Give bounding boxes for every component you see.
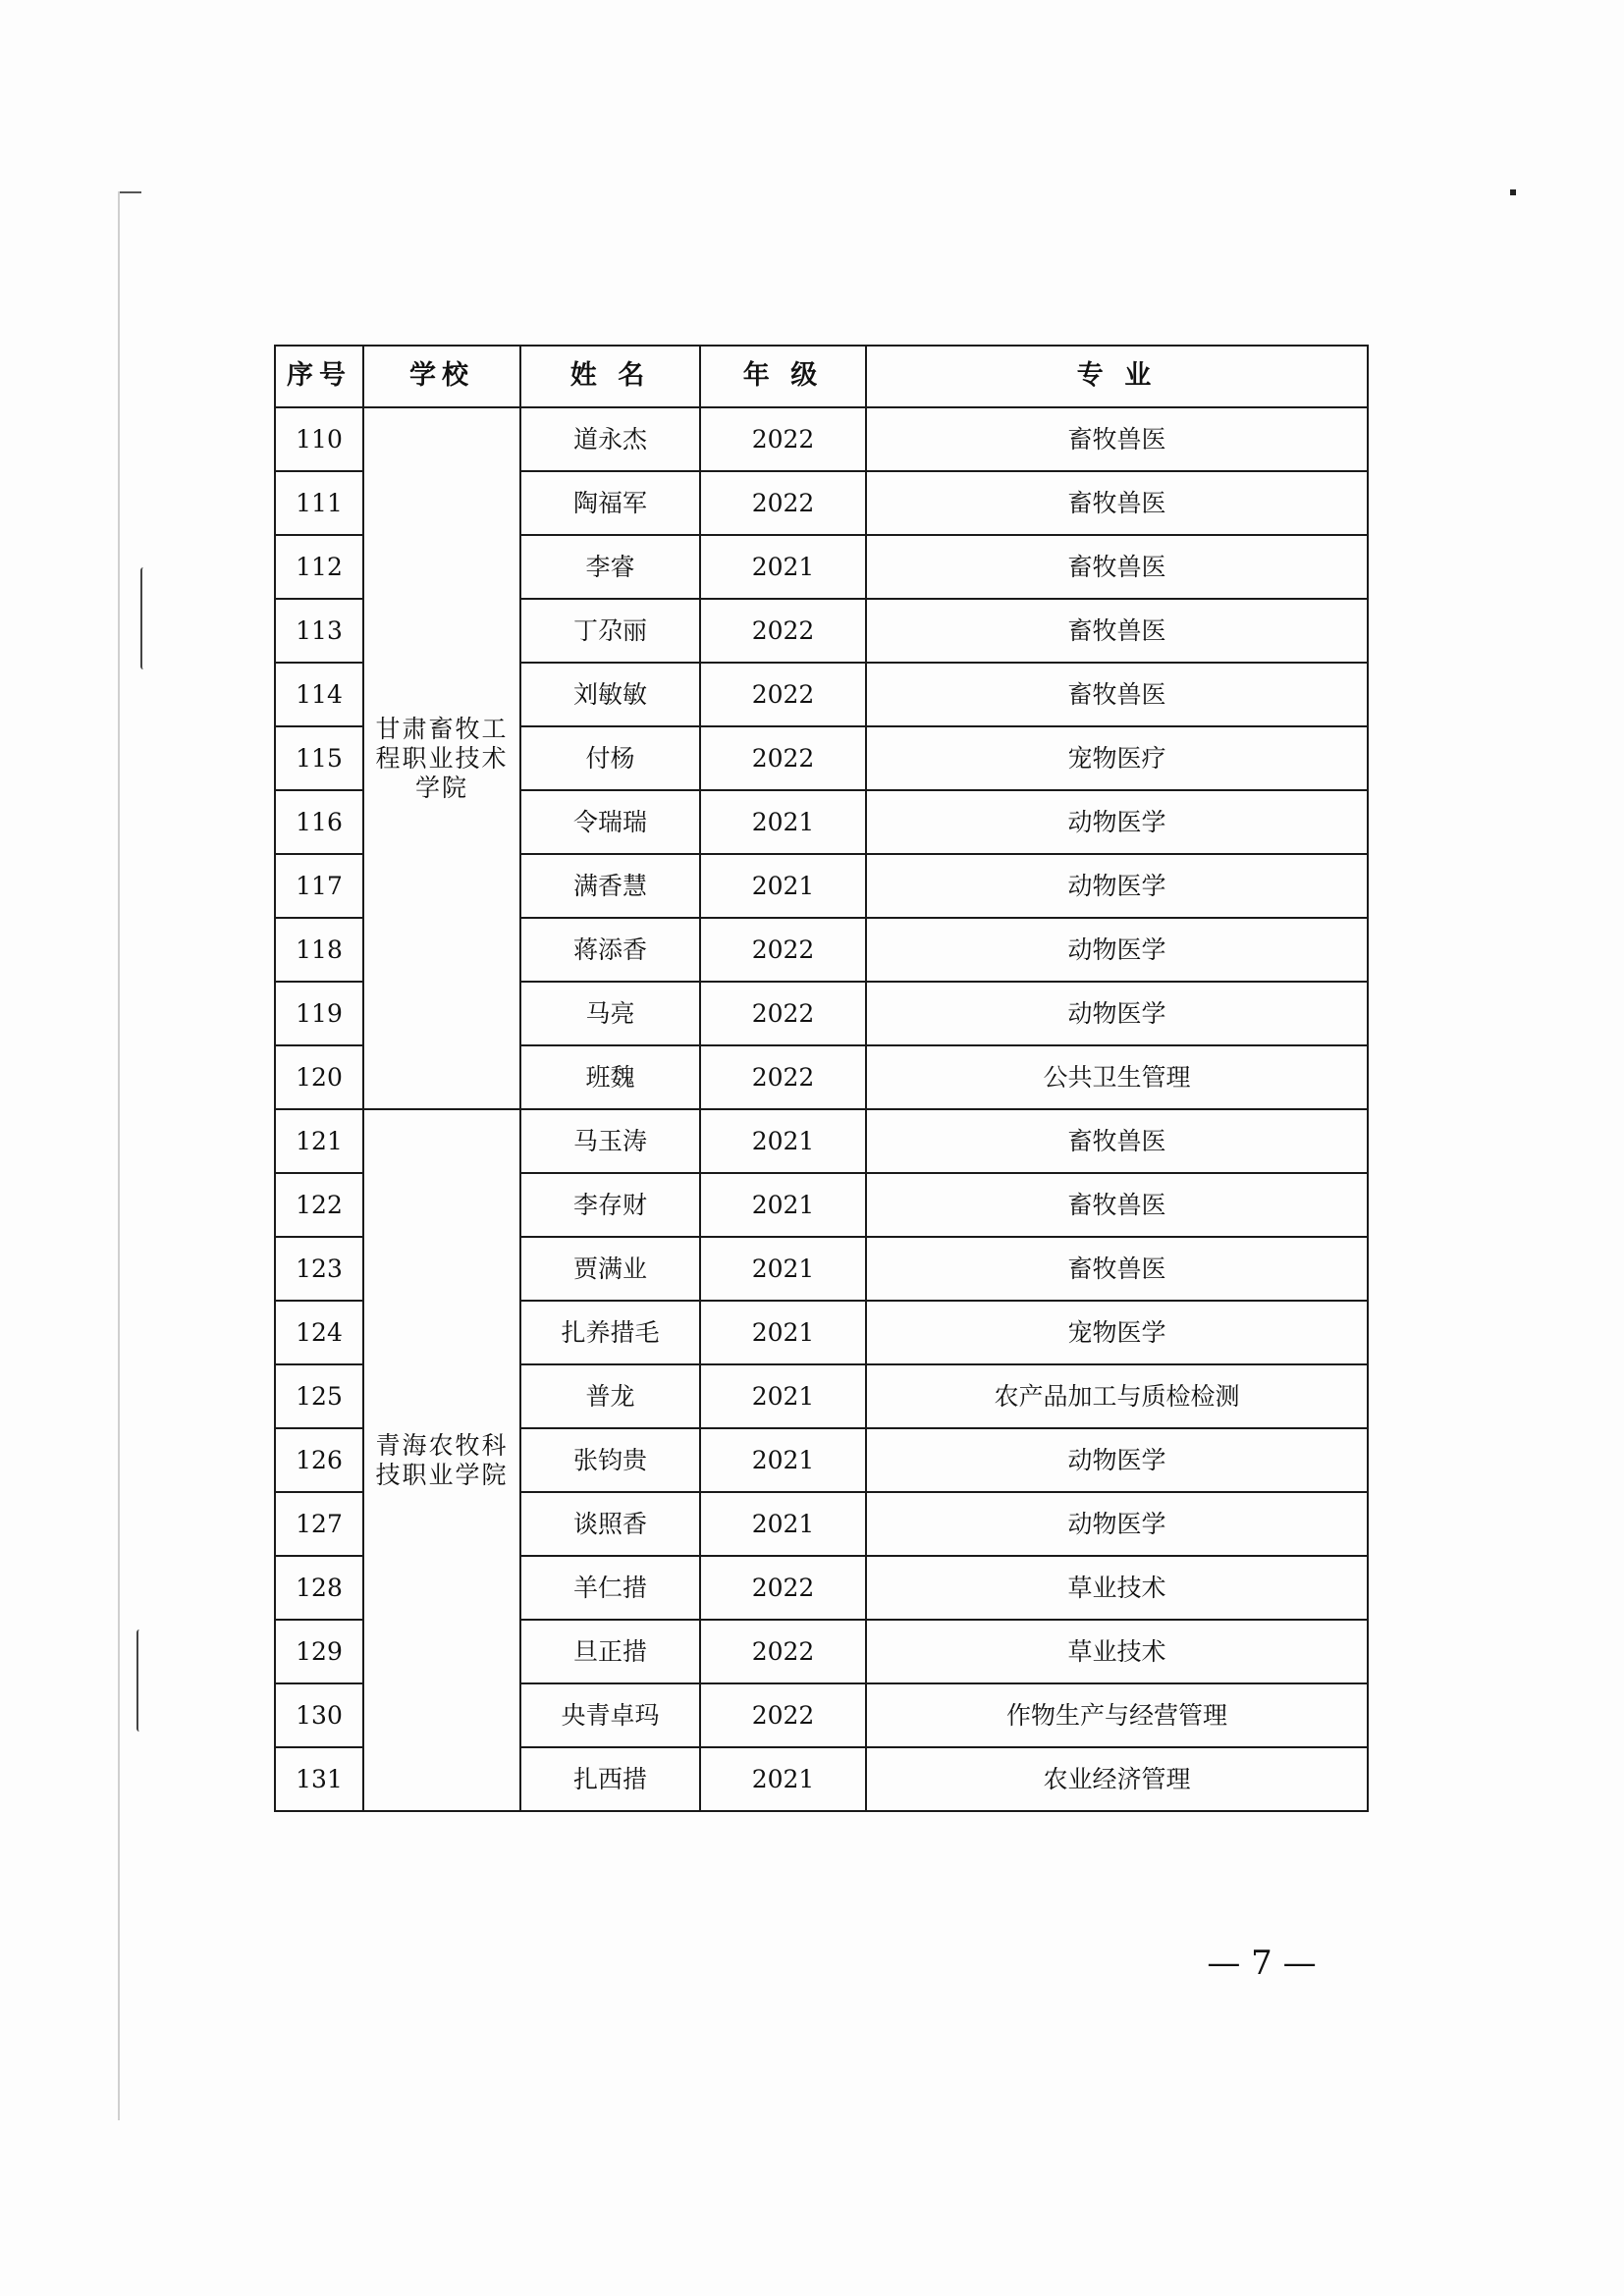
cell-major: 草业技术 (866, 1556, 1368, 1620)
cell-name: 李睿 (520, 535, 700, 599)
cell-name: 陶福军 (520, 471, 700, 535)
cell-major: 宠物医疗 (866, 726, 1368, 790)
cell-grade: 2021 (700, 535, 866, 599)
cell-seq: 118 (275, 918, 363, 982)
header-seq: 序号 (275, 346, 363, 407)
cell-grade: 2021 (700, 854, 866, 918)
page-number: — 7 — (1207, 1944, 1317, 1983)
cell-grade: 2022 (700, 1045, 866, 1109)
cell-grade: 2022 (700, 663, 866, 726)
cell-grade: 2022 (700, 407, 866, 471)
cell-major: 公共卫生管理 (866, 1045, 1368, 1109)
cell-seq: 123 (275, 1237, 363, 1301)
cell-seq: 125 (275, 1364, 363, 1428)
cell-major: 畜牧兽医 (866, 1109, 1368, 1173)
cell-seq: 120 (275, 1045, 363, 1109)
cell-major: 农产品加工与质检检测 (866, 1364, 1368, 1428)
cell-seq: 131 (275, 1747, 363, 1811)
cell-grade: 2022 (700, 1556, 866, 1620)
cell-school: 甘肃畜牧工程职业技术学院 (363, 407, 520, 1109)
cell-seq: 126 (275, 1428, 363, 1492)
cell-seq: 130 (275, 1683, 363, 1747)
cell-name: 道永杰 (520, 407, 700, 471)
cell-grade: 2022 (700, 918, 866, 982)
student-roster-table (274, 345, 1369, 1812)
cell-grade: 2022 (700, 1683, 866, 1747)
cell-grade: 2022 (700, 1620, 866, 1683)
cell-major: 动物医学 (866, 790, 1368, 854)
page-edge-line (118, 191, 120, 2120)
cell-grade: 2021 (700, 1747, 866, 1811)
cell-grade: 2021 (700, 790, 866, 854)
cell-major: 畜牧兽医 (866, 1237, 1368, 1301)
cell-grade: 2021 (700, 1301, 866, 1364)
cell-name: 满香慧 (520, 854, 700, 918)
cell-seq: 111 (275, 471, 363, 535)
cell-name: 丁尕丽 (520, 599, 700, 663)
cell-name: 马玉涛 (520, 1109, 700, 1173)
cell-seq: 112 (275, 535, 363, 599)
cell-major: 动物医学 (866, 854, 1368, 918)
corner-dot (1510, 189, 1516, 195)
table-header (275, 346, 1368, 407)
cell-major: 草业技术 (866, 1620, 1368, 1683)
cell-seq: 117 (275, 854, 363, 918)
cell-major: 作物生产与经营管理 (866, 1683, 1368, 1747)
cell-grade: 2022 (700, 726, 866, 790)
table-row (275, 407, 1368, 471)
cell-major: 农业经济管理 (866, 1747, 1368, 1811)
cell-grade: 2022 (700, 471, 866, 535)
header-grade: 年 级 (700, 346, 866, 407)
cell-major: 畜牧兽医 (866, 663, 1368, 726)
cell-name: 刘敏敏 (520, 663, 700, 726)
cell-seq: 124 (275, 1301, 363, 1364)
cell-grade: 2022 (700, 982, 866, 1045)
cell-seq: 128 (275, 1556, 363, 1620)
corner-mark (120, 191, 141, 193)
cell-name: 扎养措毛 (520, 1301, 700, 1364)
cell-name: 马亮 (520, 982, 700, 1045)
cell-seq: 113 (275, 599, 363, 663)
cell-seq: 129 (275, 1620, 363, 1683)
cell-major: 动物医学 (866, 1428, 1368, 1492)
cell-grade: 2021 (700, 1237, 866, 1301)
cell-name: 贾满业 (520, 1237, 700, 1301)
cell-name: 普龙 (520, 1364, 700, 1428)
cell-grade: 2021 (700, 1492, 866, 1556)
cell-seq: 127 (275, 1492, 363, 1556)
cell-name: 谈照香 (520, 1492, 700, 1556)
header-name: 姓 名 (520, 346, 700, 407)
cell-grade: 2021 (700, 1109, 866, 1173)
staple-mark (136, 1629, 144, 1732)
staple-mark (140, 567, 148, 669)
cell-name: 李存财 (520, 1173, 700, 1237)
header-row (275, 346, 1368, 407)
cell-major: 动物医学 (866, 918, 1368, 982)
table-row (275, 1109, 1368, 1173)
cell-major: 畜牧兽医 (866, 407, 1368, 471)
cell-major: 畜牧兽医 (866, 1173, 1368, 1237)
cell-school: 青海农牧科技职业学院 (363, 1109, 520, 1811)
cell-major: 动物医学 (866, 1492, 1368, 1556)
cell-major: 畜牧兽医 (866, 599, 1368, 663)
cell-grade: 2021 (700, 1173, 866, 1237)
cell-seq: 122 (275, 1173, 363, 1237)
cell-name: 蒋添香 (520, 918, 700, 982)
cell-name: 扎西措 (520, 1747, 700, 1811)
cell-name: 张钧贵 (520, 1428, 700, 1492)
cell-major: 畜牧兽医 (866, 471, 1368, 535)
table-body (275, 407, 1368, 1811)
cell-seq: 121 (275, 1109, 363, 1173)
cell-name: 央青卓玛 (520, 1683, 700, 1747)
cell-grade: 2022 (700, 599, 866, 663)
cell-seq: 116 (275, 790, 363, 854)
cell-seq: 119 (275, 982, 363, 1045)
cell-name: 旦正措 (520, 1620, 700, 1683)
cell-seq: 115 (275, 726, 363, 790)
cell-seq: 114 (275, 663, 363, 726)
header-major: 专 业 (866, 346, 1368, 407)
cell-grade: 2021 (700, 1364, 866, 1428)
cell-grade: 2021 (700, 1428, 866, 1492)
cell-name: 班魏 (520, 1045, 700, 1109)
cell-seq: 110 (275, 407, 363, 471)
cell-major: 动物医学 (866, 982, 1368, 1045)
cell-major: 宠物医学 (866, 1301, 1368, 1364)
cell-name: 付杨 (520, 726, 700, 790)
header-school: 学校 (363, 346, 520, 407)
cell-name: 令瑞瑞 (520, 790, 700, 854)
cell-major: 畜牧兽医 (866, 535, 1368, 599)
cell-name: 羊仁措 (520, 1556, 700, 1620)
